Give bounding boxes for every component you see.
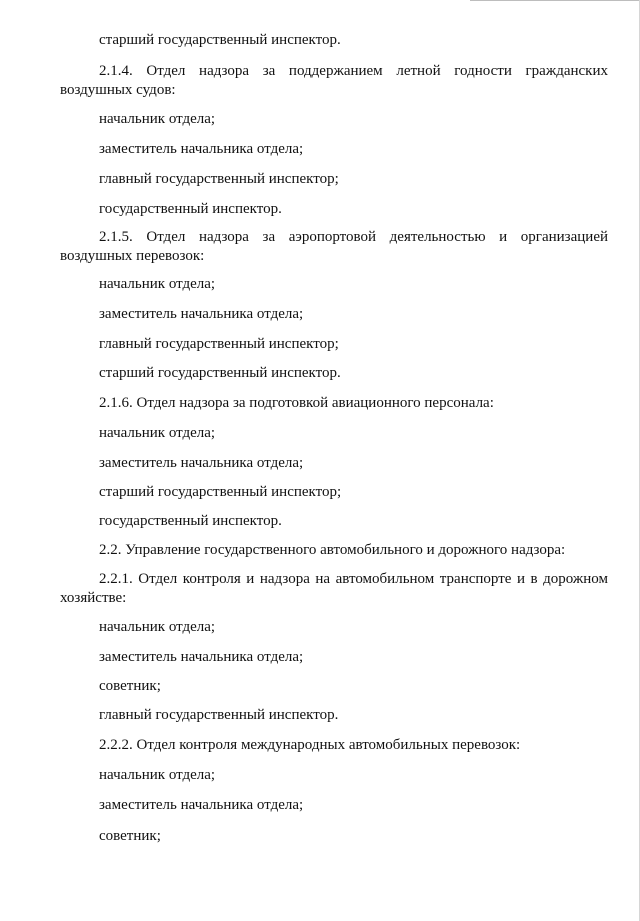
scan-edge-top xyxy=(470,0,640,1)
heading-continuation: воздушных судов: xyxy=(60,82,176,98)
text-line: заместитель начальника отдела; xyxy=(99,649,304,665)
text-line: заместитель начальника отдела; xyxy=(99,455,304,471)
text-line: заместитель начальника отдела; xyxy=(99,306,304,322)
text-line: начальник отдела; xyxy=(99,767,216,783)
text-line: государственный инспектор. xyxy=(99,201,282,217)
section-heading-2-2: 2.2. Управление государственного автомобильного и дорожного надзора: xyxy=(99,542,566,558)
heading-continuation: воздушных перевозок: xyxy=(60,248,205,264)
section-heading-2-1-6: 2.1.6. Отдел надзора за подготовкой авиационного персонала: xyxy=(99,395,494,411)
heading-line: 2.2.1. Отдел контроля и надзора на автомобильном транспорте и в дорожном xyxy=(99,571,608,587)
text-line: главный государственный инспектор; xyxy=(99,336,339,352)
text-line: начальник отдела; xyxy=(99,619,216,635)
section-heading-2-1-5 xyxy=(60,228,608,266)
text-line: старший государственный инспектор. xyxy=(99,32,341,48)
text-line: главный государственный инспектор; xyxy=(99,171,339,187)
text-line: старший государственный инспектор; xyxy=(99,484,342,500)
heading-continuation: хозяйстве: xyxy=(60,590,127,606)
text-line: старший государственный инспектор. xyxy=(99,365,341,381)
text-line: советник; xyxy=(99,678,161,694)
text-line: начальник отдела; xyxy=(99,111,216,127)
text-line: начальник отдела; xyxy=(99,276,216,292)
text-line: начальник отдела; xyxy=(99,425,216,441)
section-heading-2-2-2: 2.2.2. Отдел контроля международных автомобильных перевозок: xyxy=(99,737,521,753)
text-line: заместитель начальника отдела; xyxy=(99,141,304,157)
text-line: советник; xyxy=(99,828,161,844)
section-heading-2-1-4 xyxy=(60,62,608,100)
text-line: государственный инспектор. xyxy=(99,513,282,529)
text-line: заместитель начальника отдела; xyxy=(99,797,304,813)
text-line: главный государственный инспектор. xyxy=(99,707,339,723)
section-heading-2-2-1 xyxy=(60,570,608,608)
heading-line: 2.1.4. Отдел надзора за поддержанием летной годности гражданских xyxy=(99,63,608,79)
heading-line: 2.1.5. Отдел надзора за аэропортовой деятельностью и организацией xyxy=(99,229,608,245)
